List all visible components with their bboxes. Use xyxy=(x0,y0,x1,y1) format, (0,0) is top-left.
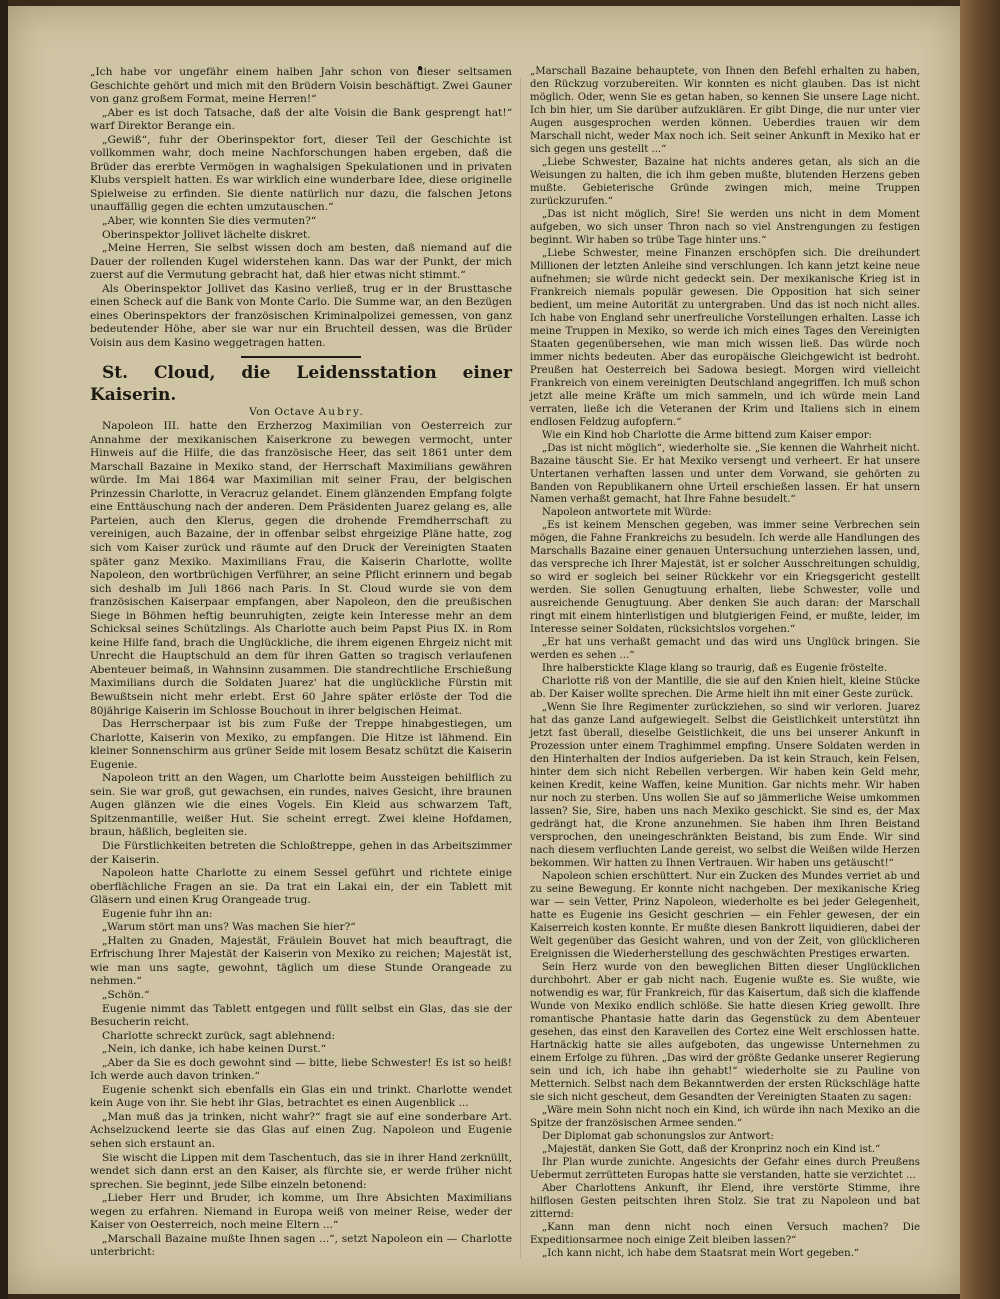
article-headline: St. Cloud, die Leidensstation einer Kaiserin. xyxy=(90,363,512,406)
paragraph: „Liebe Schwester, meine Finanzen erschöpfen sich. Die dreihundert Millionen der letzten Anleihe sind verschlungen. Ich kann jetzt keine neue aufnehmen; sie würde nicht gedeckt sein. Der mexikanische Krieg ist in Frankreich niemals populär gewesen. Die Opposition hat sich seiner bedient, um meine Autorität zu untergraben. Und das ist noch nicht alles. Ich habe von England sehr unerfreuliche Vorstellungen erhalten. Lasse ich meine Truppen in Mexiko, so werde ich mich eines Tages den Vereinigten Staaten gegenübersehen, wie man mich wissen ließ. Das würde noch immer nichts bedeuten. Aber das europäische Gleichgewicht ist bedroht. Preußen hat Oesterreich bei Sadowa besiegt. Morgen wird vielleicht Frankreich von einem vereinigten Deutschland angegriffen. Ich muß schon jetzt alle meine Kräfte um mich sammeln, und ich würde mein Land verraten, ließe ich die Veteranen der Krim und Italiens sich in einem endlosen Feldzug aufopfern.“ xyxy=(530,247,920,428)
paragraph: „Marschall Bazaine mußte Ihnen sagen ...“, setzt Napoleon ein — Charlotte unterbricht: xyxy=(90,1232,512,1259)
book-spine xyxy=(960,0,1000,1299)
paragraph: „Das ist nicht möglich, Sire! Sie werden uns nicht in dem Moment aufgeben, wo sich unser Thron nach so viel Anstrengungen zu festigen beginnt. Wir haben so trübe Tage hinter uns.“ xyxy=(530,208,920,246)
paragraph: „Wäre mein Sohn nicht noch ein Kind, ich würde ihn nach Mexiko an die Spitze der französischen Armee senden.“ xyxy=(530,1104,920,1129)
paragraph: „Meine Herren, Sie selbst wissen doch am besten, daß niemand auf die Dauer der rollenden Kugel widerstehen kann. Das war der Punkt, der mich zuerst auf die Vermutung gebracht hat, daß hier etwas nicht stimmt.“ xyxy=(90,242,512,282)
paragraph: „Man muß das ja trinken, nicht wahr?“ fragt sie auf eine sonderbare Art. Achselzuckend leerte sie das Glas auf einen Zug. Napoleon und Eugenie sehen sich erstaunt an. xyxy=(90,1110,512,1151)
scan-left-edge xyxy=(0,0,8,1299)
paragraph: „Kann man denn nicht noch einen Versuch machen? Die Expeditionsarmee noch einige Zeit bleiben lassen?“ xyxy=(530,1221,920,1246)
paragraph: Napoleon tritt an den Wagen, um Charlotte beim Aussteigen behilflich zu sein. Sie war groß, gut gewachsen, ein rundes, naives Gesicht, ihre braunen Augen glänzen wie die eines Vogels. Ein Kleid aus schwarzem Taft, Spitzenmantille, weißer Hut. Sie scheint erregt. Zwei kleine Hofdamen, braun, häßlich, begleiten sie. xyxy=(90,772,512,839)
paragraph: Charlotte riß von der Mantille, die sie auf den Knien hielt, kleine Stücke ab. Der Kaiser wollte sprechen. Die Arme hielt ihn mit einer Geste zurück. xyxy=(530,676,920,701)
byline-author: Aubry. xyxy=(318,406,365,419)
paragraph: Eugenie schenkt sich ebenfalls ein Glas ein und trinkt. Charlotte wendet kein Auge von ihr. Sie hebt ihr Glas, betrachtet es einen Augenblick ... xyxy=(90,1083,512,1110)
paragraph: Sie wischt die Lippen mit dem Taschentuch, das sie in ihrer Hand zerknüllt, wendet sich dann erst an den Kaiser, als fürchte sie, er werde früher nicht sprechen. Sie beginnt, jede Silbe einzeln betonend: xyxy=(90,1151,512,1191)
paragraph: Oberinspektor Jollivet lächelte diskret. xyxy=(102,228,311,241)
paragraph: „Nein, ich danke, ich habe keinen Durst.“ xyxy=(102,1043,327,1056)
paragraph: „Halten zu Gnaden, Majestät, Fräulein Bouvet hat mich beauftragt, die Erfrischung Ihrer Majestät der Kaiserin von Mexiko zu reichen; Majestät ist, wie man uns sagte, gewohnt, täglich um diese Stunde Orangeade zu nehmen.“ xyxy=(90,934,512,988)
paragraph: „Marschall Bazaine behauptete, von Ihnen den Befehl erhalten zu haben, den Rückzug vorzubereiten. Wir konnten es nicht glauben. Das ist nicht möglich. Oder, wenn Sie es getan haben, so kennen Sie unsere Lage nicht. Ich bin hier, um Sie darüber aufzuklären. Er gibt Dinge, die nur unter vier Augen ausgesprochen werden können. Ueberdies trauen wir dem Marschall nicht, weder Max noch ich. Seit seiner Ankunft in Mexiko hat er sich gegen uns gestellt ...“ xyxy=(530,66,920,155)
paragraph: „Er hat uns verhaßt gemacht und das wird uns Unglück bringen. Sie werden es sehen ...“ xyxy=(530,637,920,662)
paragraph: „Schön.“ xyxy=(102,989,150,1001)
paragraph: „Ich habe vor ungefähr einem halben Jahr schon von dieser seltsamen Geschichte gehört und mich mit den Brüdern Voisin beschäftigt. Zwei Gauner von ganz großem Format, meine Herren!“ xyxy=(90,66,512,106)
paragraph: Das Herrscherpaar ist bis zum Fuße der Treppe hinabgestiegen, um Charlotte, Kaiserin von Mexiko, zu empfangen. Die Hitze ist lähmend. Ein kleiner Sonnenschirm aus grüner Seide mit losem Besatz schützt die Kaiserin Eugenie. xyxy=(90,718,512,771)
paragraph: Aber Charlottens Ankunft, ihr Elend, ihre verstörte Stimme, ihre hilflosen Gesten peitschten ihren Stolz. Sie trat zu Napoleon und bat zitternd: xyxy=(530,1182,920,1220)
paragraph: Die Fürstlichkeiten betreten die Schloßtreppe, gehen in das Arbeitszimmer der Kaiserin. xyxy=(90,839,512,866)
paragraph: „Aber es ist doch Tatsache, daß der alte Voisin die Bank gesprengt hat!“ warf Direktor Berange ein. xyxy=(90,106,512,133)
paragraph: Napoleon antwortete mit Würde: xyxy=(542,507,712,519)
paragraph: „Aber, wie konnten Sie dies vermuten?“ xyxy=(102,215,317,228)
right-column xyxy=(530,66,920,1261)
paragraph: Charlotte schreckt zurück, sagt ablehnend: xyxy=(102,1029,336,1042)
paragraph: „Das ist nicht möglich“, wiederholte sie. „Sie kennen die Wahrheit nicht. Bazaine täuscht Sie. Er hat Mexiko versengt und verheert. Er hat unsere Untertanen verhaften lassen und unter dem Vorwand, sie gehörten zu Banden von Republikanern ohne Urteil erschießen lassen. Er hat unsern Namen verhaßt gemacht, hat Ihre Fahne besudelt.“ xyxy=(530,442,920,506)
paragraph: „Liebe Schwester, Bazaine hat nichts anderes getan, als sich an die Weisungen zu halten, die ich ihm geben mußte, blutenden Herzens geben mußte. Gebieterische Gründe zwingen mich, meine Truppen zurückzurufen.“ xyxy=(530,156,920,207)
paragraph: Der Diplomat gab schonungslos zur Antwort: xyxy=(542,1130,774,1142)
paragraph: Wie ein Kind hob Charlotte die Arme bittend zum Kaiser empor: xyxy=(542,429,872,441)
left-column xyxy=(90,66,512,1260)
paragraph: Eugenie nimmt das Tablett entgegen und füllt selbst ein Glas, das sie der Besucherin reicht. xyxy=(90,1002,512,1029)
paragraph: „Ich kann nicht, ich habe dem Staatsrat mein Wort gegeben.“ xyxy=(542,1247,860,1259)
paragraph: „Lieber Herr und Bruder, ich komme, um Ihre Absichten Maximilians wegen zu erfahren. Niemand in Europa weiß von meiner Reise, weder der Kaiser von Oesterreich, noch meine Eltern ...“ xyxy=(90,1192,512,1232)
paragraph: Napoleon hatte Charlotte zu einem Sessel geführt und richtete einige oberflächliche Fragen an sie. Da trat ein Lakai ein, der ein Tablett mit Gläsern und einen Krug Orangeade trug. xyxy=(90,867,512,907)
paragraph: Napoleon III. hatte den Erzherzog Maximilian von Oesterreich zur Annahme der mexikanischen Kaiserkrone zu bewegen vermocht, unter Hinweis auf die Hilfe, die das französische Heer, das seit 1861 unter dem Marschall Bazaine in Mexiko stand, der Herrschaft Maximilians gewähren würde. Im Mai 1864 war Maximilian mit seiner Frau, der belgischen Prinzessin Charlotte, in Veracruz gelandet. Einem glänzenden Empfang folgte eine Enttäuschung nach der anderen. Dem Präsidenten Juarez gelang es, alle Parteien, auch den Klerus, gegen die drohende Fremdherrschaft zu vereinigen, auch Bazaine, der in offenbar selbst ehrgeizige Pläne hatte, zog sich vom Kaiser zurück und räumte auf den Druck der Vereinigten Staaten später ganz Mexiko. Maximilians Frau, die Kaiserin Charlotte, wollte Napoleon, den wortbrüchigen Verführer, an seine Pflicht erinnern und begab sich deshalb im Juli 1866 nach Paris. In St. Cloud wurde sie von dem französischen Kaiserpaar empfangen, aber Napoleon, den die preußischen Siege in Böhmen heftig beunruhigten, zeigte kein Interesse mehr an dem Schicksal seines Schützlings. Als Charlotte auch beim Papst Pius IX. in Rom keine Hilfe fand, brach die Unglückliche, die ihrem eigenen Ehrgeiz nicht mit Unrecht die Hauptschuld an dem für ihren Gatten so tragisch verlaufenen Abenteuer beimaß, in Wahnsinn zusammen. Die standrechtliche Erschießung Maximilians durch die Soldaten Juarez' hat die unglückliche Fürstin mit Bewußtsein nicht mehr erlebt. Erst 60 Jahre später erlöste der Tod die 80jährige Kaiserin im Schlosse Bouchout in ihrer belgischen Heimat. xyxy=(90,420,512,717)
newspaper-page xyxy=(8,6,960,1294)
paragraph: Sein Herz wurde von den beweglichen Bitten dieser Unglücklichen durchbohrt. Aber er gab nicht nach. Eugenie wußte es. Sie wußte, wie notwendig es war, für Frankreich, für das Kaisertum, daß sich die klaffende Wunde von Mexiko endlich schlöße. Sie hatte diesen Krieg gewollt. Ihre romantische Phantasie hatte darin das Gegenstück zu dem Abenteuer gesehen, das einst den Karavellen des Cortez eine Welt erschlossen hatte. Hartnäckig hatte sie alles aufgeboten, das ungewisse Unternehmen zu einem Erfolge zu führen. „Das wird der größte Gedanke unserer Regierung sein und ich, ich habe ihn gehabt!“ wiederholte sie zu Pauline von Metternich. Selbst nach dem Bekanntwerden der ersten Rückschläge hatte sie sich nicht gescheut, dem Gesandten der Vereinigten Staaten zu sagen: xyxy=(530,961,920,1103)
paragraph: „Wenn Sie Ihre Regimenter zurückziehen, so sind wir verloren. Juarez hat das ganze Land aufgewiegelt. Selbst die Geistlichkeit unterstützt ihn jetzt fast überall, dieselbe Geistlichkeit, die uns bei unserer Ankunft in Prozession unter einem Traghimmel empfing. Unsere Soldaten werden in den Hinterhalten der Indios aufgerieben. Da ist kein Strauch, kein Felsen, hinter dem sich nicht Rebellen verbergen. Wir haben kein Geld mehr, keinen Kredit, keine Waffen, keine Munition. Gar nichts mehr. Wir haben nur noch zu sterben. Uns wollen Sie auf so jämmerliche Weise umkommen lassen? Sie, Sire, haben uns nach Mexiko geschickt. Sie sind es, der Max gedrängt hat, die Krone anzunehmen. Sie haben ihm Ihren Beistand versprochen, den uneingeschränkten Beistand, bis zum Ende. Wir sind nach diesem verfluchten Lande gereist, wo selbst die Weißen wilde Herzen bekommen. Wir hatten zu Ihnen Vertrauen. Wir haben uns getäuscht!“ xyxy=(530,702,920,870)
column-divider xyxy=(520,78,521,1258)
paragraph: „Warum stört man uns? Was machen Sie hier?“ xyxy=(102,921,356,934)
article-byline xyxy=(90,406,512,420)
paragraph: Ihre halberstickte Klage klang so traurig, daß es Eugenie fröstelte. xyxy=(542,663,888,675)
byline-prefix: Von Octave xyxy=(249,406,315,419)
section-rule xyxy=(241,356,361,358)
paragraph: „Es ist keinem Menschen gegeben, was immer seine Verbrechen sein mögen, die Fahne Frankreichs zu besudeln. Ich werde alle Handlungen des Marschalls Bazaine einer genauen Untersuchung unterziehen lassen, und, das verspreche ich Ihrer Majestät, ist er solcher Ausschreitungen schuldig, so wird er sogleich bei seiner Rückkehr vor ein Kriegsgericht gestellt werden. Sie sollen Genugtuung erhalten, liebe Schwester, volle und ausreichende Genugtuung. Aber denken Sie auch daran: der Marschall ringt mit einem hinterlistigen und blutgierigen Feind, er mußte, leider, im Interesse seiner Soldaten, rücksichtslos vorgehen.“ xyxy=(530,520,920,636)
paragraph: Ihr Plan wurde zunichte. Angesichts der Gefahr eines durch Preußens Uebermut zerrütteten Europas hatte sie verstanden, hatte sie verzichtet ... xyxy=(530,1156,920,1181)
paragraph: Als Oberinspektor Jollivet das Kasino verließ, trug er in der Brusttasche einen Scheck auf die Bank von Monte Carlo. Die Summe war, an den Bezügen eines Oberinspektors der französischen Kriminalpolizei gemessen, von ganz bedeutender Höhe, aber sie war nur ein Bruchteil dessen, was die Brüder Voisin aus dem Kasino weggetragen hatten. xyxy=(90,282,512,349)
paragraph: „Aber da Sie es doch gewohnt sind — bitte, liebe Schwester! Es ist so heiß! Ich werde auch davon trinken.“ xyxy=(90,1056,512,1083)
paragraph: „Gewiß“, fuhr der Oberinspektor fort, dieser Teil der Geschichte ist vollkommen wahr, doch meine Nachforschungen haben ergeben, daß die Brüder das ererbte Vermögen in waghalsigen Spekulationen und in privaten Klubs verspielt hatten. Es war wirklich eine wunderbare Idee, diese originelle Spielweise zu erfinden. Sie diente natürlich nur dazu, die falschen Jetons unauffällig gegen die echten umzutauschen.“ xyxy=(90,133,512,214)
paragraph: „Majestät, danken Sie Gott, daß der Kronprinz noch ein Kind ist.“ xyxy=(542,1143,881,1155)
paragraph: Eugenie fuhr ihn an: xyxy=(102,907,213,920)
paragraph: Napoleon schien erschüttert. Nur ein Zucken des Mundes verriet ab und zu seine Bewegung. Er konnte nicht nachgeben. Der mexikanische Krieg war — sein Vetter, Prinz Napoleon, wiederholte es bei jeder Gelegenheit, hatte es Eugenie ins Gesicht geschrien — ein Fehler gewesen, der ein Kaiserreich kosten konnte. Er mußte diesen Bankrott liquidieren, dabei der Welt gegenüber das Gesicht wahren, und von der Zeit, von glücklicheren Ereignissen die Wiederherstellung des geschwächten Prestiges erwarten. xyxy=(530,871,920,960)
